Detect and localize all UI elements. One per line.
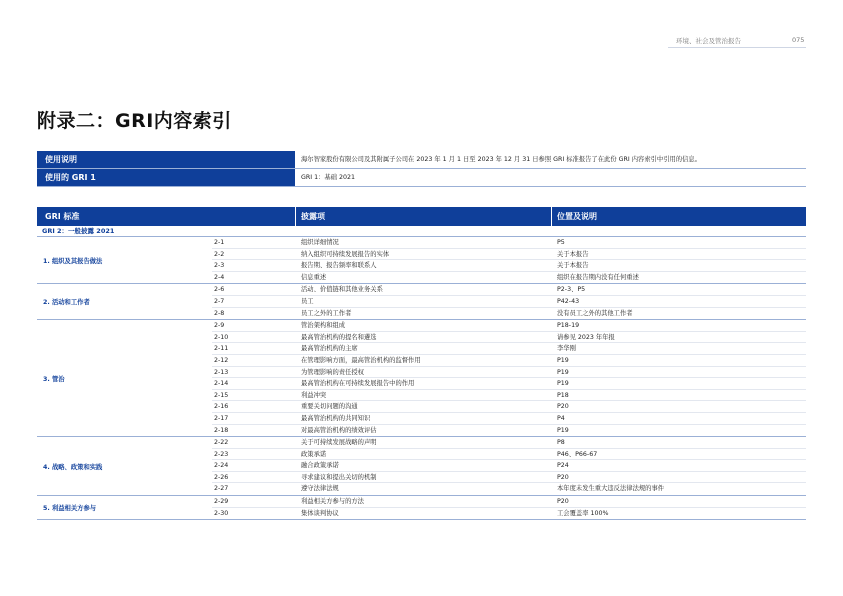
header-standard: GRI 标准 xyxy=(37,207,296,226)
group-name: 2. 活动和工作者 xyxy=(43,299,90,307)
table-row xyxy=(212,437,806,449)
disclosure-cell: 最高管治机构的主席 xyxy=(301,345,358,353)
location-cell: 本年度未发生重大违反法律法规的事件 xyxy=(557,485,665,493)
gri-index-table xyxy=(37,207,806,520)
group-name: 1. 组织及其报告做法 xyxy=(43,257,103,265)
table-row xyxy=(212,472,806,484)
code-cell: 2-26 xyxy=(214,473,229,481)
location-cell: 工会覆盖率 100% xyxy=(557,509,609,517)
table-row xyxy=(212,378,806,390)
location-cell: 没有员工之外的其他工作者 xyxy=(557,309,633,317)
location-cell: P18 xyxy=(557,391,569,399)
code-cell: 2-23 xyxy=(214,450,229,458)
location-cell: 关于本报告 xyxy=(557,262,589,270)
group-rows xyxy=(212,437,806,495)
table-row xyxy=(212,237,806,249)
disclosure-cell: 遵守法律法规 xyxy=(301,485,339,493)
code-cell: 2-8 xyxy=(214,309,225,317)
info-table xyxy=(37,151,806,187)
group-name: 3. 管治 xyxy=(43,375,65,383)
group-rows xyxy=(212,284,806,319)
code-cell: 2-4 xyxy=(214,273,225,281)
location-cell: P18-19 xyxy=(557,322,580,330)
code-cell: 2-17 xyxy=(214,414,229,422)
disclosure-cell: 利益冲突 xyxy=(301,391,327,399)
group-rows xyxy=(212,237,806,283)
table-row xyxy=(212,413,806,425)
location-cell: P19 xyxy=(557,426,569,434)
location-cell: 组织在报告期内没有任何重述 xyxy=(557,273,639,281)
code-cell: 2-11 xyxy=(214,345,229,353)
table-row xyxy=(212,308,806,320)
code-cell: 2-1 xyxy=(214,239,225,246)
code-cell: 2-12 xyxy=(214,356,229,364)
location-cell: P4 xyxy=(557,414,565,422)
location-cell: 关于本报告 xyxy=(557,250,589,258)
code-cell: 2-6 xyxy=(214,286,225,294)
group-rows xyxy=(212,320,806,436)
code-cell: 2-27 xyxy=(214,485,229,493)
table-row xyxy=(212,343,806,355)
location-cell: P46、P66-67 xyxy=(557,450,598,458)
location-cell: P19 xyxy=(557,368,569,376)
disclosure-cell: 最高管治机构的共同知识 xyxy=(301,414,371,422)
page-number: 075 xyxy=(792,36,805,44)
code-cell: 2-14 xyxy=(214,380,229,388)
table-group xyxy=(37,320,806,437)
table-group xyxy=(37,437,806,496)
disclosure-cell: 活动、价值链和其他业务关系 xyxy=(301,286,383,294)
table-row xyxy=(212,483,806,495)
disclosure-cell: 为管理影响的责任授权 xyxy=(301,368,364,376)
table-row xyxy=(212,260,806,272)
group-rows xyxy=(212,496,806,519)
disclosure-cell: 重要关切问题的沟通 xyxy=(301,403,358,411)
disclosure-cell: 集体谈判协议 xyxy=(301,509,339,517)
code-cell: 2-18 xyxy=(214,426,229,434)
table-row xyxy=(212,355,806,367)
table-subheader: GRI 2：一般披露 2021 xyxy=(37,226,806,237)
table-body xyxy=(37,237,806,520)
info-row-usage xyxy=(37,151,806,169)
table-row xyxy=(212,460,806,472)
code-cell: 2-24 xyxy=(214,462,229,470)
table-row xyxy=(212,249,806,261)
table-group xyxy=(37,284,806,320)
location-cell: P8 xyxy=(557,439,565,447)
disclosure-cell: 在管理影响方面，最高管治机构的监督作用 xyxy=(301,356,421,364)
table-row xyxy=(212,367,806,379)
disclosure-cell: 纳入组织可持续发展报告的实体 xyxy=(301,250,390,258)
location-cell: P20 xyxy=(557,403,569,411)
code-cell: 2-30 xyxy=(214,509,229,517)
header-location: 位置及说明 xyxy=(557,212,597,221)
group-name: 5. 利益相关方参与 xyxy=(43,505,97,513)
disclosure-cell: 对最高管治机构的绩效评估 xyxy=(301,426,377,434)
code-cell: 2-22 xyxy=(214,439,229,447)
disclosure-cell: 最高管治机构的提名和遴选 xyxy=(301,333,377,341)
table-row xyxy=(212,272,806,284)
group-name: 4. 战略、政策和实践 xyxy=(43,463,103,471)
code-cell: 2-2 xyxy=(214,250,225,258)
table-row xyxy=(212,449,806,461)
table-row xyxy=(212,401,806,413)
location-cell: 请参见 2023 年年报 xyxy=(557,333,615,341)
table-row xyxy=(212,296,806,308)
disclosure-cell: 利益相关方参与的方法 xyxy=(301,498,364,506)
table-row xyxy=(212,332,806,344)
info-label: 使用说明 xyxy=(37,151,296,168)
report-section-title: 环境、社会及管治报告 xyxy=(676,37,741,45)
location-cell: P5 xyxy=(557,239,565,246)
location-cell: P24 xyxy=(557,462,569,470)
table-row xyxy=(212,496,806,508)
disclosure-cell: 关于可持续发展战略的声明 xyxy=(301,439,377,447)
table-row xyxy=(212,320,806,332)
table-row xyxy=(212,425,806,437)
table-row xyxy=(212,390,806,402)
disclosure-cell: 信息重述 xyxy=(301,273,327,281)
disclosure-cell: 政策承诺 xyxy=(301,450,327,458)
code-cell: 2-13 xyxy=(214,368,229,376)
info-row-gri1 xyxy=(37,169,806,187)
location-cell: P20 xyxy=(557,473,569,481)
disclosure-cell: 员工之外的工作者 xyxy=(301,309,352,317)
code-cell: 2-16 xyxy=(214,403,229,411)
location-cell: 李华刚 xyxy=(557,345,576,353)
location-cell: P20 xyxy=(557,498,569,506)
disclosure-cell: 组织详细情况 xyxy=(301,239,339,246)
code-cell: 2-9 xyxy=(214,322,225,330)
disclosure-cell: 最高管治机构在可持续发展报告中的作用 xyxy=(301,380,415,388)
disclosure-cell: 融合政策承诺 xyxy=(301,462,339,470)
disclosure-cell: 报告期、报告频率和联系人 xyxy=(301,262,377,270)
table-row xyxy=(212,284,806,296)
disclosure-cell: 管治架构和组成 xyxy=(301,322,346,330)
table-header xyxy=(37,207,806,226)
location-cell: P2-3、P5 xyxy=(557,286,586,294)
location-cell: P19 xyxy=(557,356,569,364)
table-group xyxy=(37,496,806,520)
code-cell: 2-15 xyxy=(214,391,229,399)
code-cell: 2-29 xyxy=(214,498,229,506)
code-cell: 2-7 xyxy=(214,297,225,305)
table-group xyxy=(37,237,806,284)
location-cell: P19 xyxy=(557,380,569,388)
page-title: 附录二：GRI内容索引 xyxy=(37,110,232,132)
info-value: GRI 1：基础 2021 xyxy=(301,174,356,181)
info-label: 使用的 GRI 1 xyxy=(37,169,296,186)
location-cell: P42-43 xyxy=(557,297,580,305)
disclosure-cell: 员工 xyxy=(301,297,314,305)
header-divider xyxy=(668,47,806,48)
header-disclosure: 披露项 xyxy=(296,207,552,226)
code-cell: 2-10 xyxy=(214,333,229,341)
code-cell: 2-3 xyxy=(214,262,225,270)
info-value: 海尔智家股份有限公司及其附属子公司在 2023 年 1 月 1 日至 2023 年 12 月 31 日参照 GRI 标准报告了在此份 GRI 内容索引中引用的信息。 xyxy=(301,156,701,163)
disclosure-cell: 寻求建议和提出关切的机制 xyxy=(301,473,377,481)
table-row xyxy=(212,508,806,520)
